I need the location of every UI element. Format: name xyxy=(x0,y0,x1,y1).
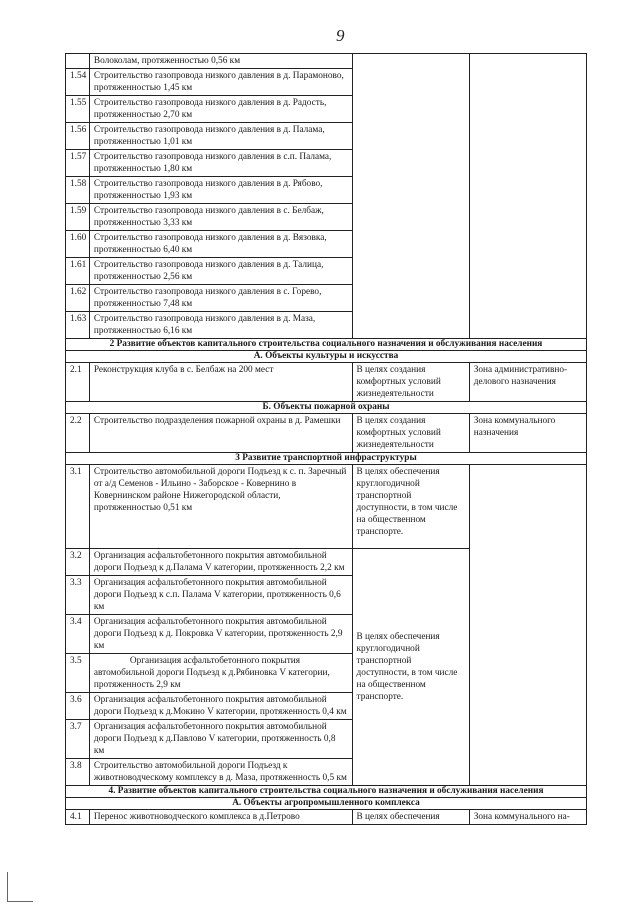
row-zone: Зона административно-делового назначения xyxy=(469,363,586,402)
subsection-header-row xyxy=(66,798,587,810)
subsection-header-row xyxy=(66,351,587,363)
scan-edge-mark xyxy=(7,901,33,902)
row-description: Строительство газопровода низкого давления в д. Палама, протяженностью 1,01 км xyxy=(89,123,352,150)
row-number: 2.1 xyxy=(66,363,90,402)
table-row xyxy=(66,54,587,69)
row-description: Строительство автомобильной дороги Подъезд к животноводческому комплексу в д. Маза, протяженность 0,5 км xyxy=(89,759,352,786)
table-row xyxy=(66,414,587,453)
row-description: Строительство газопровода низкого давления в с. Белбаж, протяженностью 3,33 км xyxy=(89,204,352,231)
row-goal: В целях создания комфортных условий жизнедеятельности xyxy=(352,414,469,453)
row-description: Строительство газопровода низкого давления в с. Горево, протяженностью 7,48 км xyxy=(89,285,352,312)
section-2b-title: Б. Объекты пожарной охраны xyxy=(66,402,587,414)
row-description: Строительство газопровода низкого давления в д. Рябово, протяженностью 1,93 км xyxy=(89,177,352,204)
row-number: 3.2 xyxy=(66,549,90,576)
row-description: Строительство газопровода низкого давления в д. Парамоново, протяженностью 1,45 км xyxy=(89,69,352,96)
scan-edge-mark xyxy=(7,872,8,902)
row-description: Строительство подразделения пожарной охраны в д. Рамешки xyxy=(89,414,352,453)
row-description: Организация асфальтобетонного покрытия автомобильной дороги Подъезд к с.п. Палама V категории, протяженность 0,6 км xyxy=(89,576,352,615)
row-number: 4.1 xyxy=(66,810,90,825)
row-goal: В целях обеспечения круглогодичной транспортной доступности, в том числе на общественном транспорте. xyxy=(352,549,469,786)
row-description: Организация асфальтобетонного покрытия автомобильной дороги Подъезд к д. Покровка V категории, протяженность 2,9 км xyxy=(89,615,352,654)
row-number: 3.3 xyxy=(66,576,90,615)
row-number: 1.62 xyxy=(66,285,90,312)
row-zone: Зона коммунального назначения xyxy=(469,414,586,453)
row-description xyxy=(89,654,352,693)
row-goal: В целях обеспечения круглогодичной транспортной доступности, в том числе на общественном транспорте. xyxy=(352,465,469,549)
row-number: 3.8 xyxy=(66,759,90,786)
row-description: Строительство газопровода низкого давления в д. Талица, протяженностью 2,56 км xyxy=(89,258,352,285)
row-goal: В целях обеспечения xyxy=(352,810,469,825)
section-header-row xyxy=(66,339,587,351)
row-zone xyxy=(469,465,586,786)
row-description: Строительство газопровода низкого давления в д. Вязовка, протяженностью 6,40 км xyxy=(89,231,352,258)
planning-table xyxy=(65,53,587,825)
row-number: 1.61 xyxy=(66,258,90,285)
row-description-text: Организация асфальтобетонного покрытия автомобильной дороги Подъезд к д.Рябиновка V категории, протяженность 2,9 км xyxy=(93,656,330,690)
row-number: 1.55 xyxy=(66,96,90,123)
table-row xyxy=(66,363,587,402)
page-number: 9 xyxy=(336,26,345,45)
section-3-title: 3 Развитие транспортной инфраструктуры xyxy=(66,453,587,465)
section-2-title: 2 Развитие объектов капитального строительства социального назначения и обслуживания населения xyxy=(66,339,587,351)
section-header-row xyxy=(66,453,587,465)
row-number: 3.6 xyxy=(66,693,90,720)
table-row xyxy=(66,810,587,825)
table-row xyxy=(66,465,587,549)
section-4-title: 4. Развитие объектов капитального строительства социального назначения и обслуживания населения xyxy=(66,786,587,798)
row-description: Перенос животноводческого комплекса в д.Петрово xyxy=(89,810,352,825)
row-number: 3.4 xyxy=(66,615,90,654)
section-4a-title: А. Объекты агропромышленного комплекса xyxy=(66,798,587,810)
row-description: Строительство автомобильной дороги Подъезд к с. п. Заречный от а/д Семенов - Ильино - Заборское - Ковернино в Ковернинском районе Нижегородской области, протяженностью 0,51 км xyxy=(89,465,352,549)
row-description: Реконструкция клуба в с. Белбаж на 200 мест xyxy=(89,363,352,402)
row-number: 1.54 xyxy=(66,69,90,96)
row-number: 3.5 xyxy=(66,654,90,693)
row-number: 1.57 xyxy=(66,150,90,177)
row-description: Организация асфальтобетонного покрытия автомобильной дороги Подъезд к д.Палама V категории, протяженность 2,2 км xyxy=(89,549,352,576)
row-number: 1.58 xyxy=(66,177,90,204)
row-number: 1.56 xyxy=(66,123,90,150)
row-number: 1.59 xyxy=(66,204,90,231)
row-number: 1.60 xyxy=(66,231,90,258)
row-goal: В целях создания комфортных условий жизнедеятельности xyxy=(352,363,469,402)
row-description: Волоколам, протяженностью 0,56 км xyxy=(89,54,352,69)
row-number: 3.1 xyxy=(66,465,90,549)
row-number: 3.7 xyxy=(66,720,90,759)
row-zone xyxy=(469,54,586,339)
row-number: 2.2 xyxy=(66,414,90,453)
row-zone: Зона коммунального на- xyxy=(469,810,586,825)
row-description: Строительство газопровода низкого давления в д. Маза, протяженностью 6,16 км xyxy=(89,312,352,339)
row-goal xyxy=(352,54,469,339)
row-description: Строительство газопровода низкого давления в с.п. Палама, протяженностью 1,80 км xyxy=(89,150,352,177)
section-header-row xyxy=(66,786,587,798)
subsection-header-row xyxy=(66,402,587,414)
row-number: 1.63 xyxy=(66,312,90,339)
row-description: Строительство газопровода низкого давления в д. Радость, протяженностью 2,70 км xyxy=(89,96,352,123)
section-2a-title: А. Объекты культуры и искусства xyxy=(66,351,587,363)
row-description: Организация асфальтобетонного покрытия автомобильной дороги Подъезд к д.Павлово V категории, протяженность 0,8 км xyxy=(89,720,352,759)
row-number xyxy=(66,54,90,69)
row-description: Организация асфальтобетонного покрытия автомобильной дороги Подъезд к д.Мокино V категории, протяженность 0,4 км xyxy=(89,693,352,720)
